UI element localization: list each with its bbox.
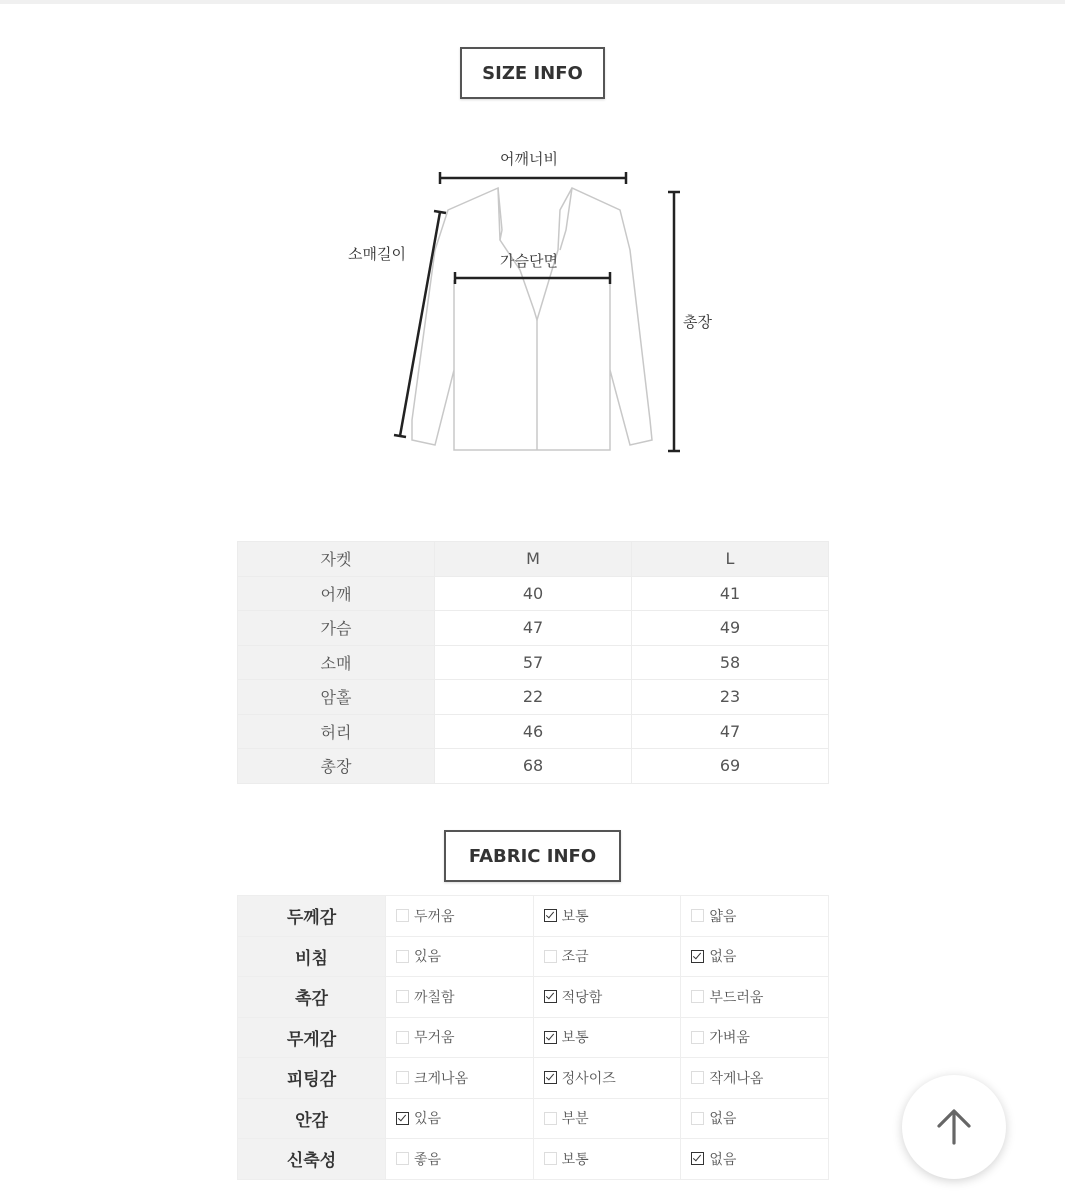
unchecked-checkbox-icon bbox=[396, 1152, 409, 1165]
fabric-option bbox=[386, 896, 534, 937]
checked-checkbox-icon bbox=[544, 1071, 557, 1084]
size-info-heading bbox=[460, 47, 605, 99]
shoulder-width-label: 어깨너비 bbox=[500, 150, 558, 168]
fabric-option-label: 있음 bbox=[414, 1111, 442, 1128]
cell-m: 68 bbox=[435, 749, 632, 784]
cell-l: 47 bbox=[632, 714, 829, 749]
fabric-row-label: 비침 bbox=[238, 936, 386, 977]
cell-l: 69 bbox=[632, 749, 829, 784]
cell-m: 47 bbox=[435, 611, 632, 646]
fabric-option bbox=[533, 1139, 681, 1180]
fabric-option bbox=[533, 977, 681, 1018]
fabric-row bbox=[238, 1139, 829, 1180]
checked-checkbox-icon bbox=[544, 990, 557, 1003]
checked-checkbox-icon bbox=[544, 909, 557, 922]
table-row bbox=[238, 576, 829, 611]
table-row bbox=[238, 645, 829, 680]
cell-l: 49 bbox=[632, 611, 829, 646]
unchecked-checkbox-icon bbox=[396, 950, 409, 963]
fabric-row-label: 신축성 bbox=[238, 1139, 386, 1180]
fabric-option-label: 얇음 bbox=[709, 908, 737, 925]
arrow-up-icon bbox=[934, 1107, 974, 1147]
size-header-item: 자켓 bbox=[238, 542, 435, 577]
fabric-option-label: 좋음 bbox=[414, 1151, 442, 1168]
fabric-option-label: 까칠함 bbox=[414, 989, 455, 1006]
fabric-option-label: 조금 bbox=[561, 949, 589, 966]
cell-l: 41 bbox=[632, 576, 829, 611]
cell-m: 57 bbox=[435, 645, 632, 680]
fabric-row bbox=[238, 977, 829, 1018]
unchecked-checkbox-icon bbox=[691, 909, 704, 922]
fabric-option bbox=[681, 1139, 829, 1180]
row-label: 암홀 bbox=[238, 680, 435, 715]
row-label: 가슴 bbox=[238, 611, 435, 646]
fabric-option bbox=[681, 1017, 829, 1058]
fabric-option-label: 두꺼움 bbox=[414, 908, 455, 925]
fabric-option bbox=[681, 977, 829, 1018]
fabric-option bbox=[533, 1098, 681, 1139]
checked-checkbox-icon bbox=[544, 1031, 557, 1044]
row-label: 어깨 bbox=[238, 576, 435, 611]
fabric-info-title: FABRIC INFO bbox=[468, 845, 597, 867]
fabric-row-label: 무게감 bbox=[238, 1017, 386, 1058]
fabric-option-label: 크게나옴 bbox=[414, 1070, 469, 1087]
fabric-option bbox=[533, 1058, 681, 1099]
checked-checkbox-icon bbox=[396, 1112, 409, 1125]
row-label: 총장 bbox=[238, 749, 435, 784]
cell-m: 22 bbox=[435, 680, 632, 715]
fabric-option-label: 보통 bbox=[561, 1151, 589, 1168]
fabric-option bbox=[386, 936, 534, 977]
fabric-option-label: 무거움 bbox=[414, 1030, 455, 1047]
fabric-option bbox=[533, 936, 681, 977]
fabric-option bbox=[533, 896, 681, 937]
fabric-row-label: 안감 bbox=[238, 1098, 386, 1139]
top-divider bbox=[0, 0, 1065, 4]
table-row bbox=[238, 680, 829, 715]
fabric-option-label: 없음 bbox=[709, 949, 737, 966]
unchecked-checkbox-icon bbox=[691, 1112, 704, 1125]
table-row bbox=[238, 714, 829, 749]
cell-l: 58 bbox=[632, 645, 829, 680]
total-length-label: 총장 bbox=[683, 313, 712, 331]
unchecked-checkbox-icon bbox=[396, 909, 409, 922]
unchecked-checkbox-icon bbox=[544, 950, 557, 963]
fabric-option bbox=[386, 1139, 534, 1180]
fabric-row-label: 두께감 bbox=[238, 896, 386, 937]
size-header-l: L bbox=[632, 542, 829, 577]
checked-checkbox-icon bbox=[691, 1152, 704, 1165]
fabric-info-heading bbox=[444, 830, 621, 882]
fabric-option-label: 작게나옴 bbox=[709, 1070, 764, 1087]
fabric-option bbox=[386, 1017, 534, 1058]
fabric-option-label: 없음 bbox=[709, 1151, 737, 1168]
table-row bbox=[238, 749, 829, 784]
fabric-option-label: 없음 bbox=[709, 1111, 737, 1128]
size-header-m: M bbox=[435, 542, 632, 577]
fabric-row bbox=[238, 936, 829, 977]
unchecked-checkbox-icon bbox=[544, 1112, 557, 1125]
fabric-row-label: 촉감 bbox=[238, 977, 386, 1018]
unchecked-checkbox-icon bbox=[691, 1031, 704, 1044]
fabric-row bbox=[238, 896, 829, 937]
unchecked-checkbox-icon bbox=[691, 990, 704, 1003]
fabric-row bbox=[238, 1017, 829, 1058]
fabric-row bbox=[238, 1098, 829, 1139]
fabric-option-label: 부분 bbox=[561, 1111, 589, 1128]
chest-width-label: 가슴단면 bbox=[500, 252, 558, 270]
fabric-option-label: 보통 bbox=[561, 1030, 589, 1047]
unchecked-checkbox-icon bbox=[396, 990, 409, 1003]
sleeve-length-label: 소매길이 bbox=[348, 245, 406, 263]
size-table-header bbox=[238, 542, 829, 577]
fabric-row-label: 피팅감 bbox=[238, 1058, 386, 1099]
unchecked-checkbox-icon bbox=[396, 1031, 409, 1044]
fabric-option-label: 가벼움 bbox=[709, 1030, 750, 1047]
table-row bbox=[238, 611, 829, 646]
fabric-option bbox=[386, 1058, 534, 1099]
fabric-option-label: 정사이즈 bbox=[561, 1070, 616, 1087]
unchecked-checkbox-icon bbox=[691, 1071, 704, 1084]
size-info-title: SIZE INFO bbox=[482, 62, 583, 84]
cell-m: 40 bbox=[435, 576, 632, 611]
jacket-outline-icon bbox=[330, 130, 750, 470]
fabric-option-label: 있음 bbox=[414, 949, 442, 966]
checked-checkbox-icon bbox=[691, 950, 704, 963]
fabric-option bbox=[533, 1017, 681, 1058]
fabric-option bbox=[681, 1058, 829, 1099]
row-label: 소매 bbox=[238, 645, 435, 680]
fabric-option-label: 적당함 bbox=[561, 989, 603, 1006]
fabric-table bbox=[237, 895, 829, 1180]
unchecked-checkbox-icon bbox=[396, 1071, 409, 1084]
fabric-option bbox=[681, 896, 829, 937]
fabric-option bbox=[386, 1098, 534, 1139]
unchecked-checkbox-icon bbox=[544, 1152, 557, 1165]
fabric-row bbox=[238, 1058, 829, 1099]
size-table bbox=[237, 541, 829, 784]
fabric-option bbox=[681, 1098, 829, 1139]
fabric-option bbox=[386, 977, 534, 1018]
fabric-option bbox=[681, 936, 829, 977]
fabric-option-label: 보통 bbox=[561, 908, 589, 925]
fabric-option-label: 부드러움 bbox=[709, 989, 764, 1006]
row-label: 허리 bbox=[238, 714, 435, 749]
cell-l: 23 bbox=[632, 680, 829, 715]
jacket-diagram bbox=[330, 130, 750, 470]
cell-m: 46 bbox=[435, 714, 632, 749]
scroll-to-top-button[interactable] bbox=[902, 1075, 1006, 1179]
